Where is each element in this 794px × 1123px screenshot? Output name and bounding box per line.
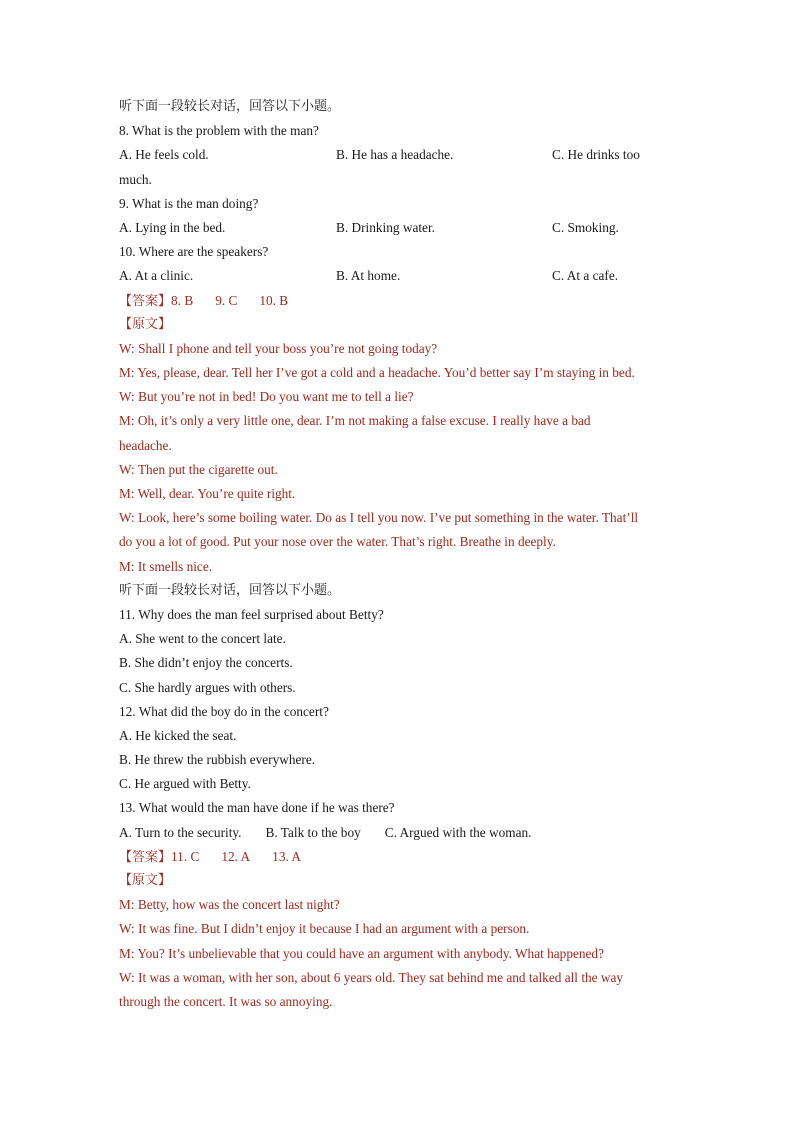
section-heading: 听下面一段较长对话，回答以下小题。 xyxy=(119,99,341,114)
answer-item: 9. C xyxy=(215,292,238,308)
question-options xyxy=(119,143,679,167)
option-c: C. He argued with Betty. xyxy=(119,776,251,792)
question-stem: 10. Where are the speakers? xyxy=(119,244,269,260)
transcript-line: M: It smells nice. xyxy=(119,558,213,574)
transcript-line: M: Yes, please, dear. Tell her I’ve got a cold and a headache. You’d better say I’m staying in bed. xyxy=(119,365,635,381)
answer-item: 11. C xyxy=(171,848,200,864)
option-c: C. At a cafe. xyxy=(552,268,619,284)
section-heading: 听下面一段较长对话，回答以下小题。 xyxy=(119,582,341,598)
option-c: C. She hardly argues with others. xyxy=(119,679,296,695)
option-c: C. Smoking. xyxy=(552,219,619,235)
document-page xyxy=(119,95,679,1014)
question-stem: 9. What is the man doing? xyxy=(119,195,259,211)
transcript-line: M: Betty, how was the concert last night? xyxy=(119,897,340,913)
transcript-line: W: But you’re not in bed! Do you want me to tell a lie? xyxy=(119,389,414,405)
option-b: B. At home. xyxy=(336,268,401,284)
transcript-line: W: It was a woman, with her son, about 6 years old. They sat behind me and talked all the way xyxy=(119,969,624,985)
answer-label: 【答案】 xyxy=(119,849,172,865)
transcript-line: W: Then put the cigarette out. xyxy=(119,461,278,477)
option-a: A. She went to the concert late. xyxy=(119,631,286,647)
option-a: A. Turn to the security. xyxy=(119,824,242,840)
question-options xyxy=(119,821,679,845)
option-wrap: much. xyxy=(119,171,152,187)
answer-line xyxy=(119,289,679,313)
option-a: A. He feels cold. xyxy=(119,147,209,163)
transcript-line: do you a lot of good. Put your nose over the water. That’s right. Breathe in deeply. xyxy=(119,534,556,550)
option-b: B. She didn’t enjoy the concerts. xyxy=(119,655,293,671)
question-stem: 12. What did the boy do in the concert? xyxy=(119,703,329,719)
transcript-label: 【原文】 xyxy=(119,873,172,888)
question-stem: 13. What would the man have done if he was there? xyxy=(119,800,395,816)
transcript-line: M: Oh, it’s only a very little one, dear. I’m not making a false excuse. I really have a bad xyxy=(119,413,591,429)
transcript-line: M: Well, dear. You’re quite right. xyxy=(119,486,296,501)
transcript-line: W: It was fine. But I didn’t enjoy it because I had an argument with a person. xyxy=(119,921,530,937)
transcript-label: 【原文】 xyxy=(119,316,172,332)
answer-item: 8. B xyxy=(171,292,194,308)
transcript-line: headache. xyxy=(119,437,172,453)
option-a: A. He kicked the seat. xyxy=(119,727,237,743)
option-b: B. Talk to the boy xyxy=(265,824,361,840)
question-stem: 8. What is the problem with the man? xyxy=(119,123,319,139)
transcript-line: M: You? It’s unbelievable that you could have an argument with anybody. What happened? xyxy=(119,945,604,961)
option-b: B. He threw the rubbish everywhere. xyxy=(119,752,316,768)
transcript-line: through the concert. It was so annoying. xyxy=(119,993,333,1009)
question-stem: 11. Why does the man feel surprised about Betty? xyxy=(119,606,384,622)
option-c: C. He drinks too xyxy=(552,147,640,163)
option-b: B. Drinking water. xyxy=(336,219,435,235)
option-a: A. Lying in the bed. xyxy=(119,219,226,235)
answer-line xyxy=(119,845,679,869)
answer-label: 【答案】 xyxy=(119,293,172,309)
answer-item: 12. A xyxy=(221,848,251,864)
question-options xyxy=(119,216,679,240)
answer-item: 10. B xyxy=(259,292,289,308)
option-a: A. At a clinic. xyxy=(119,268,194,284)
answer-item: 13. A xyxy=(272,848,301,864)
option-b: B. He has a headache. xyxy=(336,147,454,163)
transcript-line: W: Look, here’s some boiling water. Do as I tell you now. I’ve put something in the water. That’ll xyxy=(119,510,639,526)
option-c: C. Argued with the woman. xyxy=(384,824,532,840)
transcript-line: W: Shall I phone and tell your boss you’re not going today? xyxy=(119,340,438,356)
question-options xyxy=(119,264,679,288)
